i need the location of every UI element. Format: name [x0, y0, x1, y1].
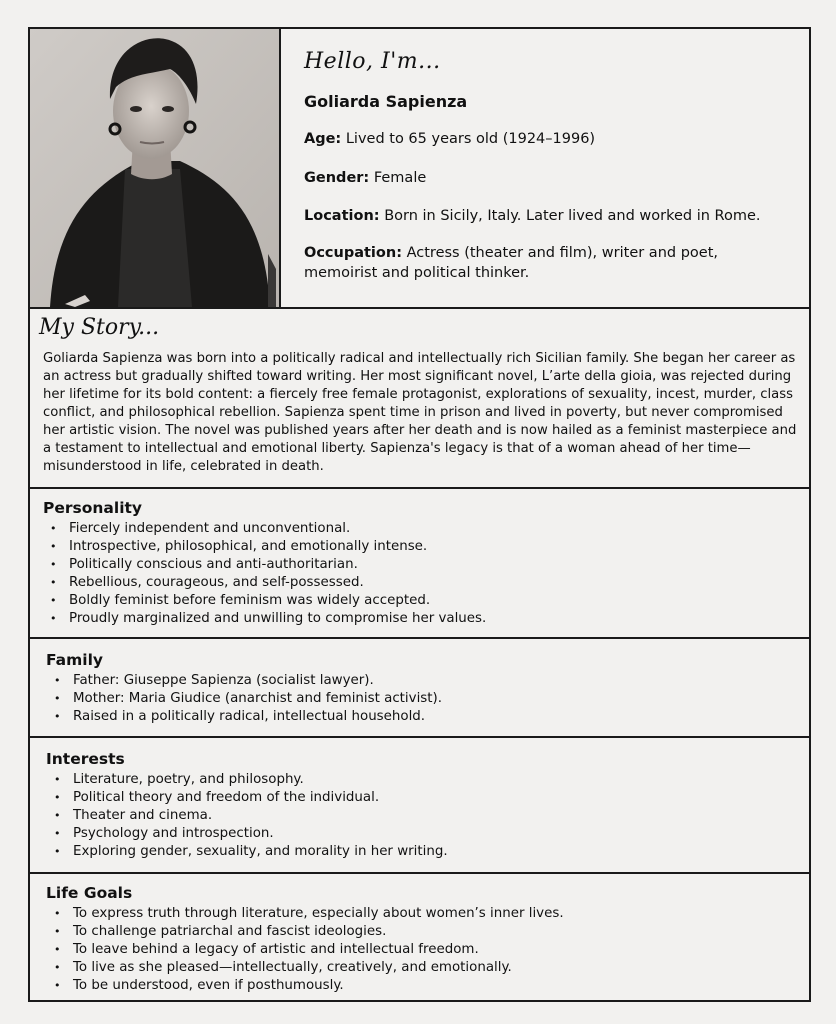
- portrait-photo: [30, 29, 281, 307]
- list-item: • Political theory and freedom of the individual.: [54, 789, 448, 807]
- list-item: • To leave behind a legacy of artistic and intellectual freedom.: [54, 941, 564, 959]
- list-item: • Proudly marginalized and unwilling to compromise her values.: [50, 610, 486, 628]
- life-goals-section: [30, 874, 809, 1000]
- story-heading: My Story...: [39, 315, 160, 340]
- story-text: Goliarda Sapienza was born into a politically radical and intellectually rich Sicilian family. She began her career as an actress but gradually shifted toward writing. Her most significant novel, L’arte della gioia, was rejected during her lifetime for its bold content: a fiercely free female protagonist, explorations of sexuality, incest, murder, class conflict, and philosophical rebellion. Sapienza spent time in prison and lived in poverty, but never compromised her artistic vision. The novel was published years after her death and is now hailed as a feminist masterpiece and a testament to intellectual and emotional liberty. Sapienza's legacy is that of a woman ahead of her time—misunderstood in life, celebrated in death.: [43, 351, 797, 474]
- interests-section: [30, 738, 809, 874]
- list-item: • To challenge patriarchal and fascist ideologies.: [54, 923, 564, 941]
- location-value: Born in Sicily, Italy. Later lived and worked in Rome.: [384, 208, 761, 224]
- gender-label: Gender:: [304, 170, 370, 186]
- profile-header: [30, 29, 809, 309]
- list-item: • To express truth through literature, especially about women’s inner lives.: [54, 905, 564, 923]
- age-label: Age:: [304, 131, 342, 147]
- list-item: • Theater and cinema.: [54, 807, 448, 825]
- personality-list: [50, 520, 486, 628]
- profile-info: [281, 29, 809, 307]
- list-item: • Fiercely independent and unconventional.: [50, 520, 486, 538]
- list-item: • Raised in a politically radical, intellectual household.: [54, 708, 442, 726]
- list-item: • Introspective, philosophical, and emotionally intense.: [50, 538, 486, 556]
- list-item: • To live as she pleased—intellectually, creatively, and emotionally.: [54, 959, 564, 977]
- gender-field: [304, 168, 774, 188]
- family-heading: Family: [46, 651, 104, 669]
- person-name: Goliarda Sapienza: [304, 92, 468, 111]
- list-item: • Exploring gender, sexuality, and morality in her writing.: [54, 843, 448, 861]
- life-goals-list: [54, 905, 564, 995]
- list-item: • Politically conscious and anti-authoritarian.: [50, 556, 486, 574]
- age-field: [304, 129, 774, 149]
- occupation-field: [304, 243, 754, 283]
- list-item: • Psychology and introspection.: [54, 825, 448, 843]
- greeting-heading: Hello, I'm...: [304, 49, 441, 74]
- list-item: • To be understood, even if posthumously.: [54, 977, 564, 995]
- interests-heading: Interests: [46, 750, 125, 768]
- occupation-label: Occupation:: [304, 245, 402, 261]
- location-field: [304, 206, 774, 226]
- gender-value: Female: [373, 170, 427, 186]
- family-section: [30, 639, 809, 738]
- age-value: Lived to 65 years old (1924–1996): [345, 131, 596, 147]
- profile-card: [28, 27, 811, 1002]
- personality-heading: Personality: [43, 499, 143, 517]
- interests-list: [54, 771, 448, 861]
- story-section: [30, 309, 809, 489]
- personality-section: [30, 489, 809, 639]
- location-label: Location:: [304, 208, 380, 224]
- list-item: • Rebellious, courageous, and self-possessed.: [50, 574, 486, 592]
- list-item: • Mother: Maria Giudice (anarchist and feminist activist).: [54, 690, 442, 708]
- list-item: • Boldly feminist before feminism was widely accepted.: [50, 592, 486, 610]
- family-list: [54, 672, 442, 726]
- portrait-icon: [30, 29, 279, 307]
- occupation-value: Actress (theater and film), writer and poet, memoirist and political thinker.: [304, 245, 718, 281]
- list-item: • Father: Giuseppe Sapienza (socialist lawyer).: [54, 672, 442, 690]
- life-goals-heading: Life Goals: [46, 884, 133, 902]
- list-item: • Literature, poetry, and philosophy.: [54, 771, 448, 789]
